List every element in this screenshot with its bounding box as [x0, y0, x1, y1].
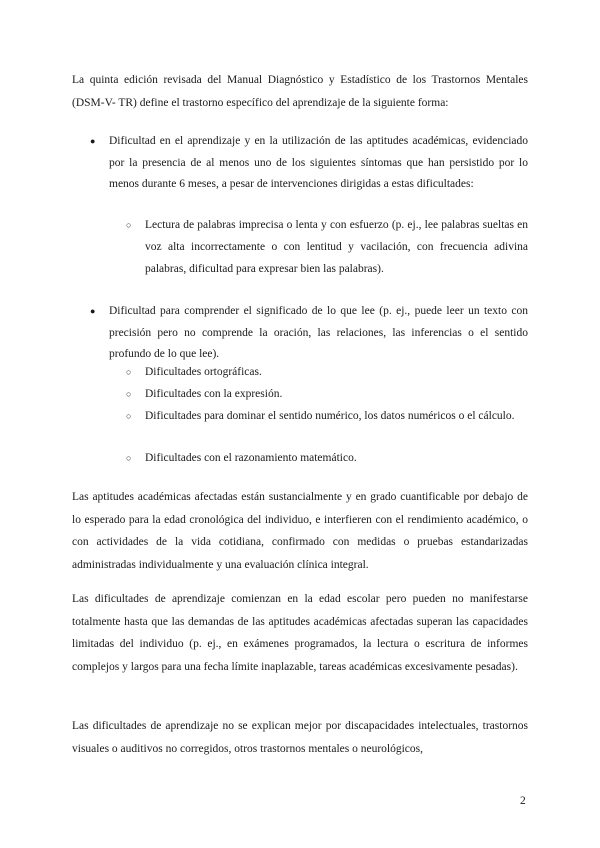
intro-paragraph: La quinta edición revisada del Manual Diagnóstico y Estadístico de los Trastornos Mentales (DSM-V- TR) define el trastorno específico del aprendizaje de la siguiente forma: [72, 74, 528, 109]
bullet-marker: ● [90, 306, 96, 316]
subbullet-marker: ○ [126, 220, 132, 230]
subbullet-marker: ○ [126, 453, 132, 463]
subbullet-item-2-3: Dificultades para dominar el sentido numérico, los datos numéricos o el cálculo. [145, 410, 515, 422]
page-number: 2 [520, 795, 526, 807]
subbullet-item-2-2: Dificultades con la expresión. [145, 388, 283, 400]
bullet-marker: ● [90, 136, 96, 146]
subbullet-item-2-1: Dificultades ortográficas. [145, 366, 262, 378]
bullet-item-2: Dificultad para comprender el significado de lo que lee (p. ej., puede leer un texto con precisión pero no comprende la oración, las relaciones, las inferencias o el sentido profundo de lo que lee). [109, 305, 528, 360]
subbullet-item-1-1: Lectura de palabras imprecisa o lenta y con esfuerzo (p. ej., lee palabras sueltas en voz alta incorrectamente o con lentitud y vacilación, con frecuencia adivina palabras, dificultad para expresar bien las palabras). [145, 219, 528, 275]
paragraph-aptitudes: Las aptitudes académicas afectadas están sustancialmente y en grado cuantificable por debajo de lo esperado para la edad cronológica del individuo, e interfieren con el rendimiento académico, o con actividades de la vida cotidiana, confirmado con medidas o pruebas estandarizadas administradas individualmente y una evaluación clínica integral. [72, 491, 528, 571]
paragraph-dificultades-comienzan: Las dificultades de aprendizaje comienzan en la edad escolar pero pueden no manifestarse totalmente hasta que las demandas de las aptitudes académicas afectadas superan las capacidades limitadas del individuo (p. ej., en exámenes programados, la lectura o escritura de informes complejos y largos para una fecha límite inaplazable, tareas académicas excesivamente pesadas). [72, 593, 528, 673]
subbullet-marker: ○ [126, 411, 132, 421]
bullet-item-1: Dificultad en el aprendizaje y en la utilización de las aptitudes académicas, evidenciado por la presencia de al menos uno de los siguientes síntomas que han persistido por lo menos durante 6 meses, a pesar de intervenciones dirigidas a estas dificultades: [109, 135, 528, 190]
subbullet-marker: ○ [126, 389, 132, 399]
paragraph-no-se-explican: Las dificultades de aprendizaje no se explican mejor por discapacidades intelectuales, trastornos visuales o auditivos no corregidos, otros trastornos mentales o neurológicos, [72, 720, 528, 755]
subbullet-item-2-4: Dificultades con el razonamiento matemático. [145, 452, 357, 464]
subbullet-marker: ○ [126, 367, 132, 377]
